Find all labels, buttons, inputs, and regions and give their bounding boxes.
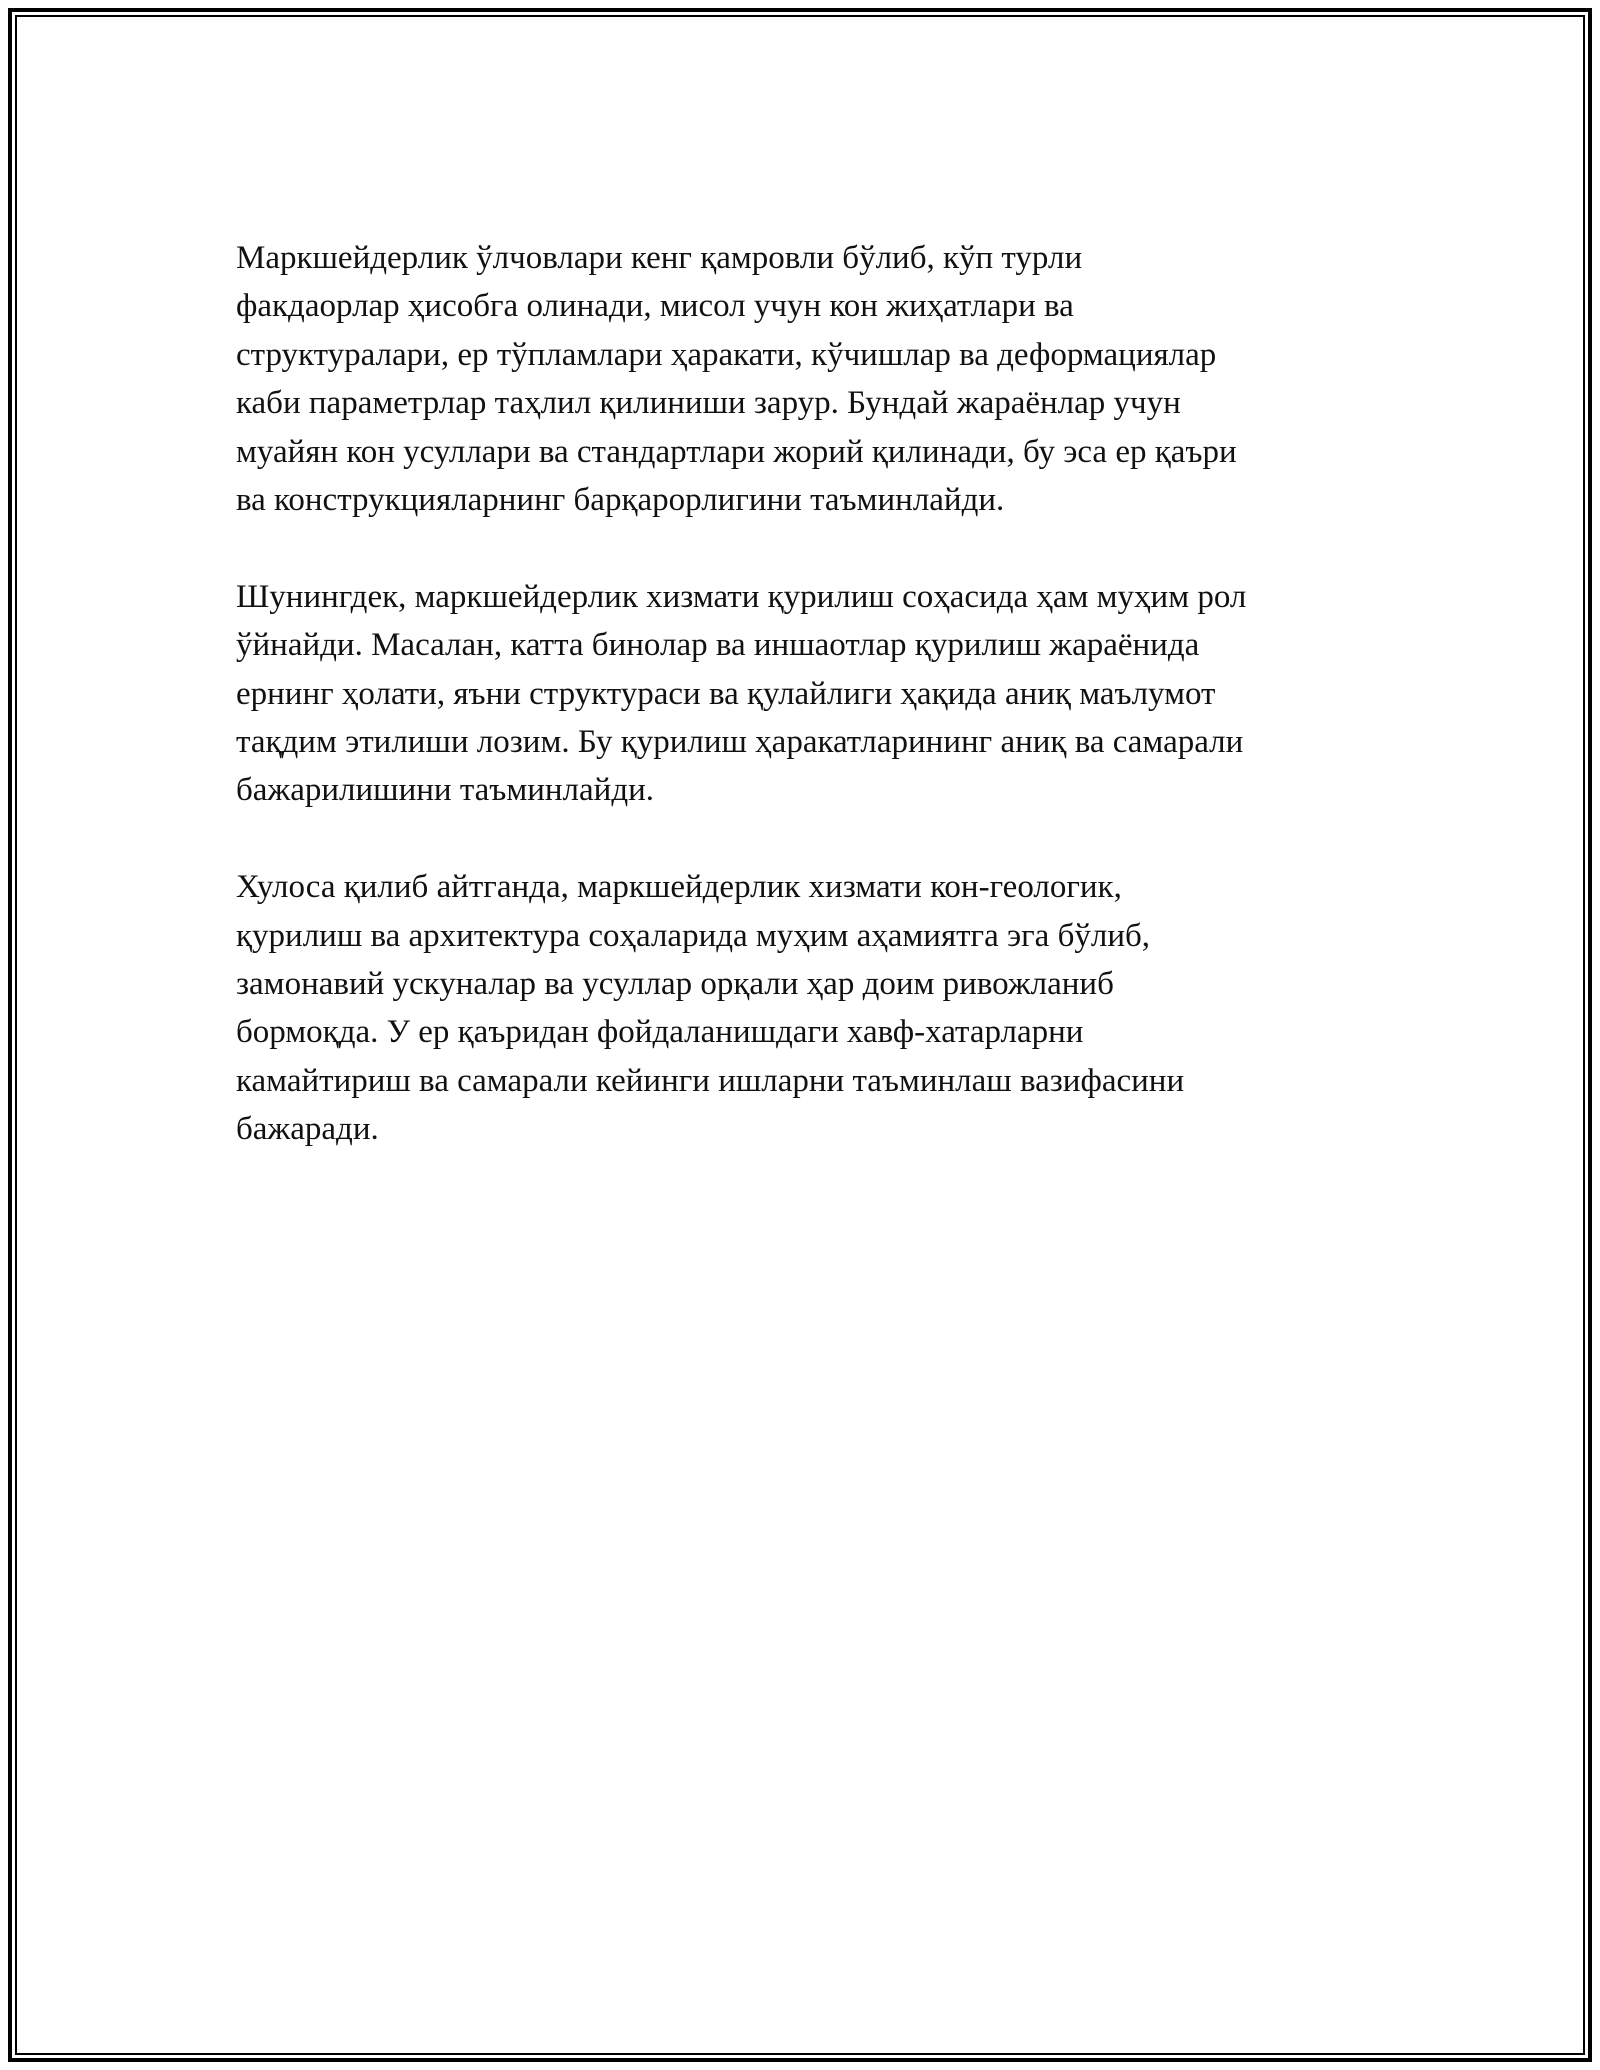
paragraph-3 <box>236 863 1386 1153</box>
text-line: ўйнайди. Масалан, катта бинолар ва иншаотлар қурилиш жараёнида <box>236 627 1200 664</box>
text-line: камайтириш ва самарали кейинги ишларни таъминлаш вазифасини <box>236 1062 1185 1099</box>
text-line: ва конструкцияларнинг барқарорлигини таъминлайди. <box>236 482 1005 519</box>
text-line: муайян кон усуллари ва стандартлари жорий қилинади, бу эса ер қаъри <box>236 433 1237 470</box>
document-body <box>236 234 1386 1202</box>
text-line: бажарилишини таъминлайди. <box>236 772 655 809</box>
text-line: Хулоса қилиб айтганда, маркшейдерлик хизмати кон-геологик, <box>236 869 1122 906</box>
paragraph-2 <box>236 573 1386 815</box>
text-line: Шунингдек, маркшейдерлик хизмати қурилиш соҳасида ҳам муҳим рол <box>236 578 1247 615</box>
paragraph-1 <box>236 234 1386 524</box>
text-line: қурилиш ва архитектура соҳаларида муҳим аҳамиятга эга бўлиб, <box>236 917 1151 954</box>
text-line: замонавий ускуналар ва усуллар орқали ҳар доим ривожланиб <box>236 966 1114 1003</box>
text-line: факдаорлар ҳисобга олинади, мисол учун кон жиҳатлари ва <box>236 288 1074 325</box>
text-line: каби параметрлар таҳлил қилиниши зарур. Бундай жараёнлар учун <box>236 385 1181 422</box>
text-line: Маркшейдерлик ўлчовлари кенг қамровли бўлиб, кўп турли <box>236 240 1083 276</box>
text-line: бажаради. <box>236 1111 379 1148</box>
text-line: ернинг ҳолати, яъни структураси ва қулайлиги ҳақида аниқ маълумот <box>236 675 1216 712</box>
text-line: структуралари, ер тўпламлари ҳаракати, кўчишлар ва деформациялар <box>236 336 1217 373</box>
text-line: бормоқда. У ер қаъридан фойдаланишдаги хавф-хатарларни <box>236 1014 1084 1051</box>
text-line: тақдим этилиши лозим. Бу қурилиш ҳаракатларининг аниқ ва самарали <box>236 724 1244 761</box>
